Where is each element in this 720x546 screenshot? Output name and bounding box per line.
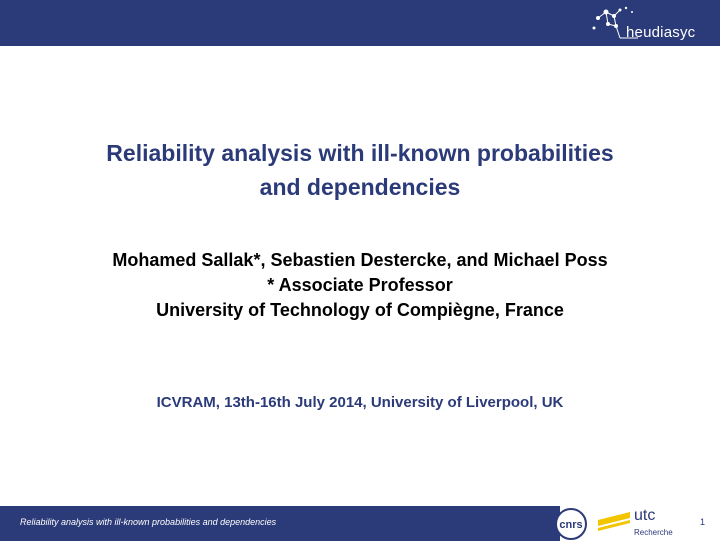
author-names: Mohamed Sallak*, Sebastien Destercke, and Michael Poss [112,250,608,270]
utc-recherche-logo [596,506,696,541]
cnrs-logo [554,507,588,541]
footer-title: Reliability analysis with ill-known probabilities and dependencies [20,517,277,527]
utc-logo-subtext: Recherche [634,528,673,537]
title-line-2: and dependencies [259,174,461,200]
header-bar [0,0,720,46]
slide-title [40,136,680,204]
author-affiliation: University of Technology of Compiègne, France [156,300,564,320]
heudiasyc-logo [590,4,710,44]
heudiasyc-logo-text: heudiasyc [626,24,696,41]
author-block [20,248,700,323]
utc-logo-text: utc [634,507,656,524]
conference-info: ICVRAM, 13th-16th July 2014, University of Liverpool, UK [156,394,564,411]
page-number: 1 [700,517,706,527]
title-line-1: Reliability analysis with ill-known probabilities [106,140,614,166]
cnrs-logo-text: cnrs [559,519,583,531]
utc-yellow-mark-icon [596,506,632,541]
author-role: * Associate Professor [267,275,453,295]
